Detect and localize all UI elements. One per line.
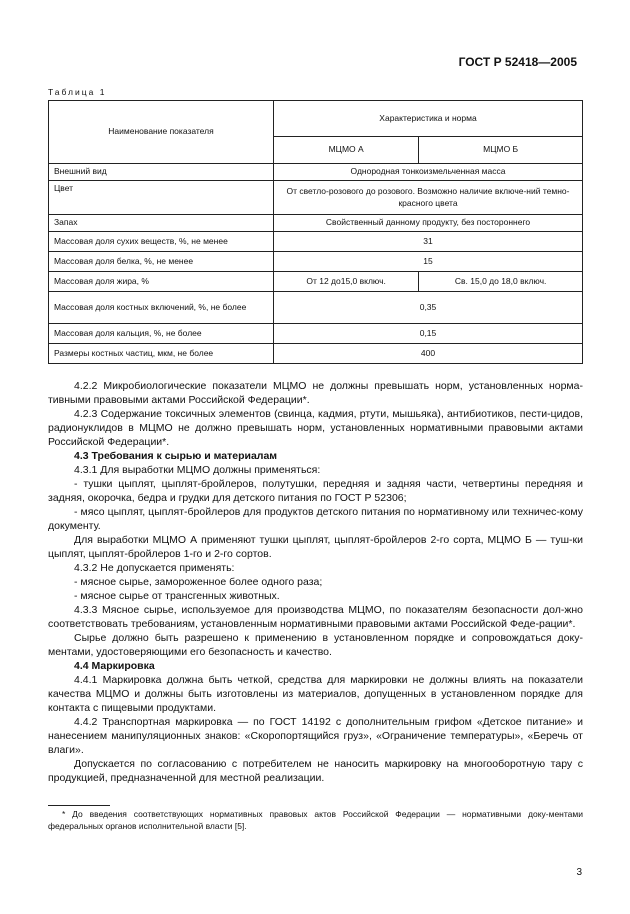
row-value: Свойственный данному продукту, без постороннего (274, 215, 583, 232)
paragraph: 4.2.3 Содержание токсичных элементов (свинца, кадмия, ртути, мышьяка), антибиотиков, пести-цидов, радионуклидов в МЦМО не должно превышать норм, установленных нормативными правовыми актами Российской Федерации*. (48, 408, 583, 448)
body-text (48, 379, 583, 785)
paragraph: Допускается по согласованию с потребителем не наносить маркировку на многооборотную тару с продукцией, предназначенной для местной реализации. (48, 758, 583, 784)
table-header-group: Характеристика и норма (274, 101, 583, 137)
paragraph: 4.3.3 Мясное сырье, используемое для производства МЦМО, по показателям безопасности дол-жно соответствовать требованиям, установленным нормативными правовыми актами Российской Феде-рации*. (48, 604, 583, 630)
row-value: 400 (274, 344, 583, 364)
document-standard-header: ГОСТ Р 52418—2005 (458, 55, 577, 69)
row-name: Массовая доля сухих веществ, %, не менее (49, 232, 274, 252)
row-name: Размеры костных частиц, мкм, не более (49, 344, 274, 364)
list-item: - тушки цыплят, цыплят-бройлеров, полутушки, передняя и задняя части, четвертины передняя и задняя, окорочка, бедра и грудки для детского питания по ГОСТ Р 52306; (48, 478, 583, 504)
paragraph: Сырье должно быть разрешено к применению в установленном порядке и сопровождаться доку-ментами, удостоверяющими его безопасность и качество. (48, 632, 583, 658)
row-value-a: От 12 до15,0 включ. (274, 272, 419, 292)
row-value: 15 (274, 252, 583, 272)
table-row (49, 164, 583, 181)
row-name: Массовая доля жира, % (49, 272, 274, 292)
row-value-b: Св. 15,0 до 18,0 включ. (419, 272, 583, 292)
table-row (49, 232, 583, 252)
row-value: 0,15 (274, 324, 583, 344)
paragraph: 4.2.2 Микробиологические показатели МЦМО не должны превышать норм, установленных норма-тивными правовыми актами Российской Федерации*. (48, 380, 583, 406)
table-row (49, 272, 583, 292)
list-item: - мясное сырье от трансгенных животных. (74, 590, 280, 602)
table-caption: Таблица 1 (48, 87, 107, 97)
row-value: 0,35 (274, 292, 583, 324)
footnote-separator (48, 805, 110, 806)
row-name: Массовая доля белка, %, не менее (49, 252, 274, 272)
paragraph: 4.4.2 Транспортная маркировка — по ГОСТ 14192 с дополнительным грифом «Детское питание» и нанесением манипуляционных знаков: «Скоропортящийся груз», «Ограничение температуры», «Беречь от влаги». (48, 716, 583, 756)
table-header-name: Наименование показателя (49, 101, 274, 164)
row-name: Массовая доля кальция, %, не более (49, 324, 274, 344)
list-item: - мясо цыплят, цыплят-бройлеров для продуктов детского питания по нормативному или техничес-кому документу. (48, 506, 583, 532)
row-value: Однородная тонкоизмельченная масса (274, 164, 583, 181)
paragraph: 4.3.2 Не допускается применять: (74, 562, 235, 574)
table-header-col-b: МЦМО Б (419, 137, 583, 164)
row-name: Запах (49, 215, 274, 232)
footnote: * До введения соответствующих нормативных правовых актов Российской Федерации — нормативными доку-ментами федеральных органов исполнительной власти [5]. (48, 809, 583, 831)
row-value: От светло-розового до розового. Возможно наличие включе-ний темно-красного цвета (274, 181, 583, 215)
table-row (49, 344, 583, 364)
page-number: 3 (576, 867, 582, 878)
row-name: Цвет (49, 181, 274, 215)
table-row (49, 324, 583, 344)
paragraph: 4.4.1 Маркировка должна быть четкой, средства для маркировки не должны влиять на показатели качества МЦМО и должны быть изготовлены из материалов, допущенных в установленном порядке для контакта с пищевыми продуктами. (48, 674, 583, 714)
section-heading-4-3: 4.3 Требования к сырью и материалам (74, 450, 278, 462)
section-heading-4-4: 4.4 Маркировка (74, 660, 155, 672)
row-value: 31 (274, 232, 583, 252)
paragraph: 4.3.1 Для выработки МЦМО должны применяться: (74, 464, 321, 476)
row-name: Массовая доля костных включений, %, не более (49, 292, 274, 324)
row-name: Внешний вид (49, 164, 274, 181)
paragraph: Для выработки МЦМО А применяют тушки цыплят, цыплят-бройлеров 2-го сорта, МЦМО Б — туш-ки цыплят, цыплят-бройлеров 1-го и 2-го сортов. (48, 534, 583, 560)
specification-table (48, 100, 583, 364)
list-item: - мясное сырье, замороженное более одного раза; (74, 576, 323, 588)
table-row (49, 292, 583, 324)
table-row (49, 252, 583, 272)
table-row (49, 181, 583, 215)
table-row (49, 215, 583, 232)
table-header-col-a: МЦМО А (274, 137, 419, 164)
